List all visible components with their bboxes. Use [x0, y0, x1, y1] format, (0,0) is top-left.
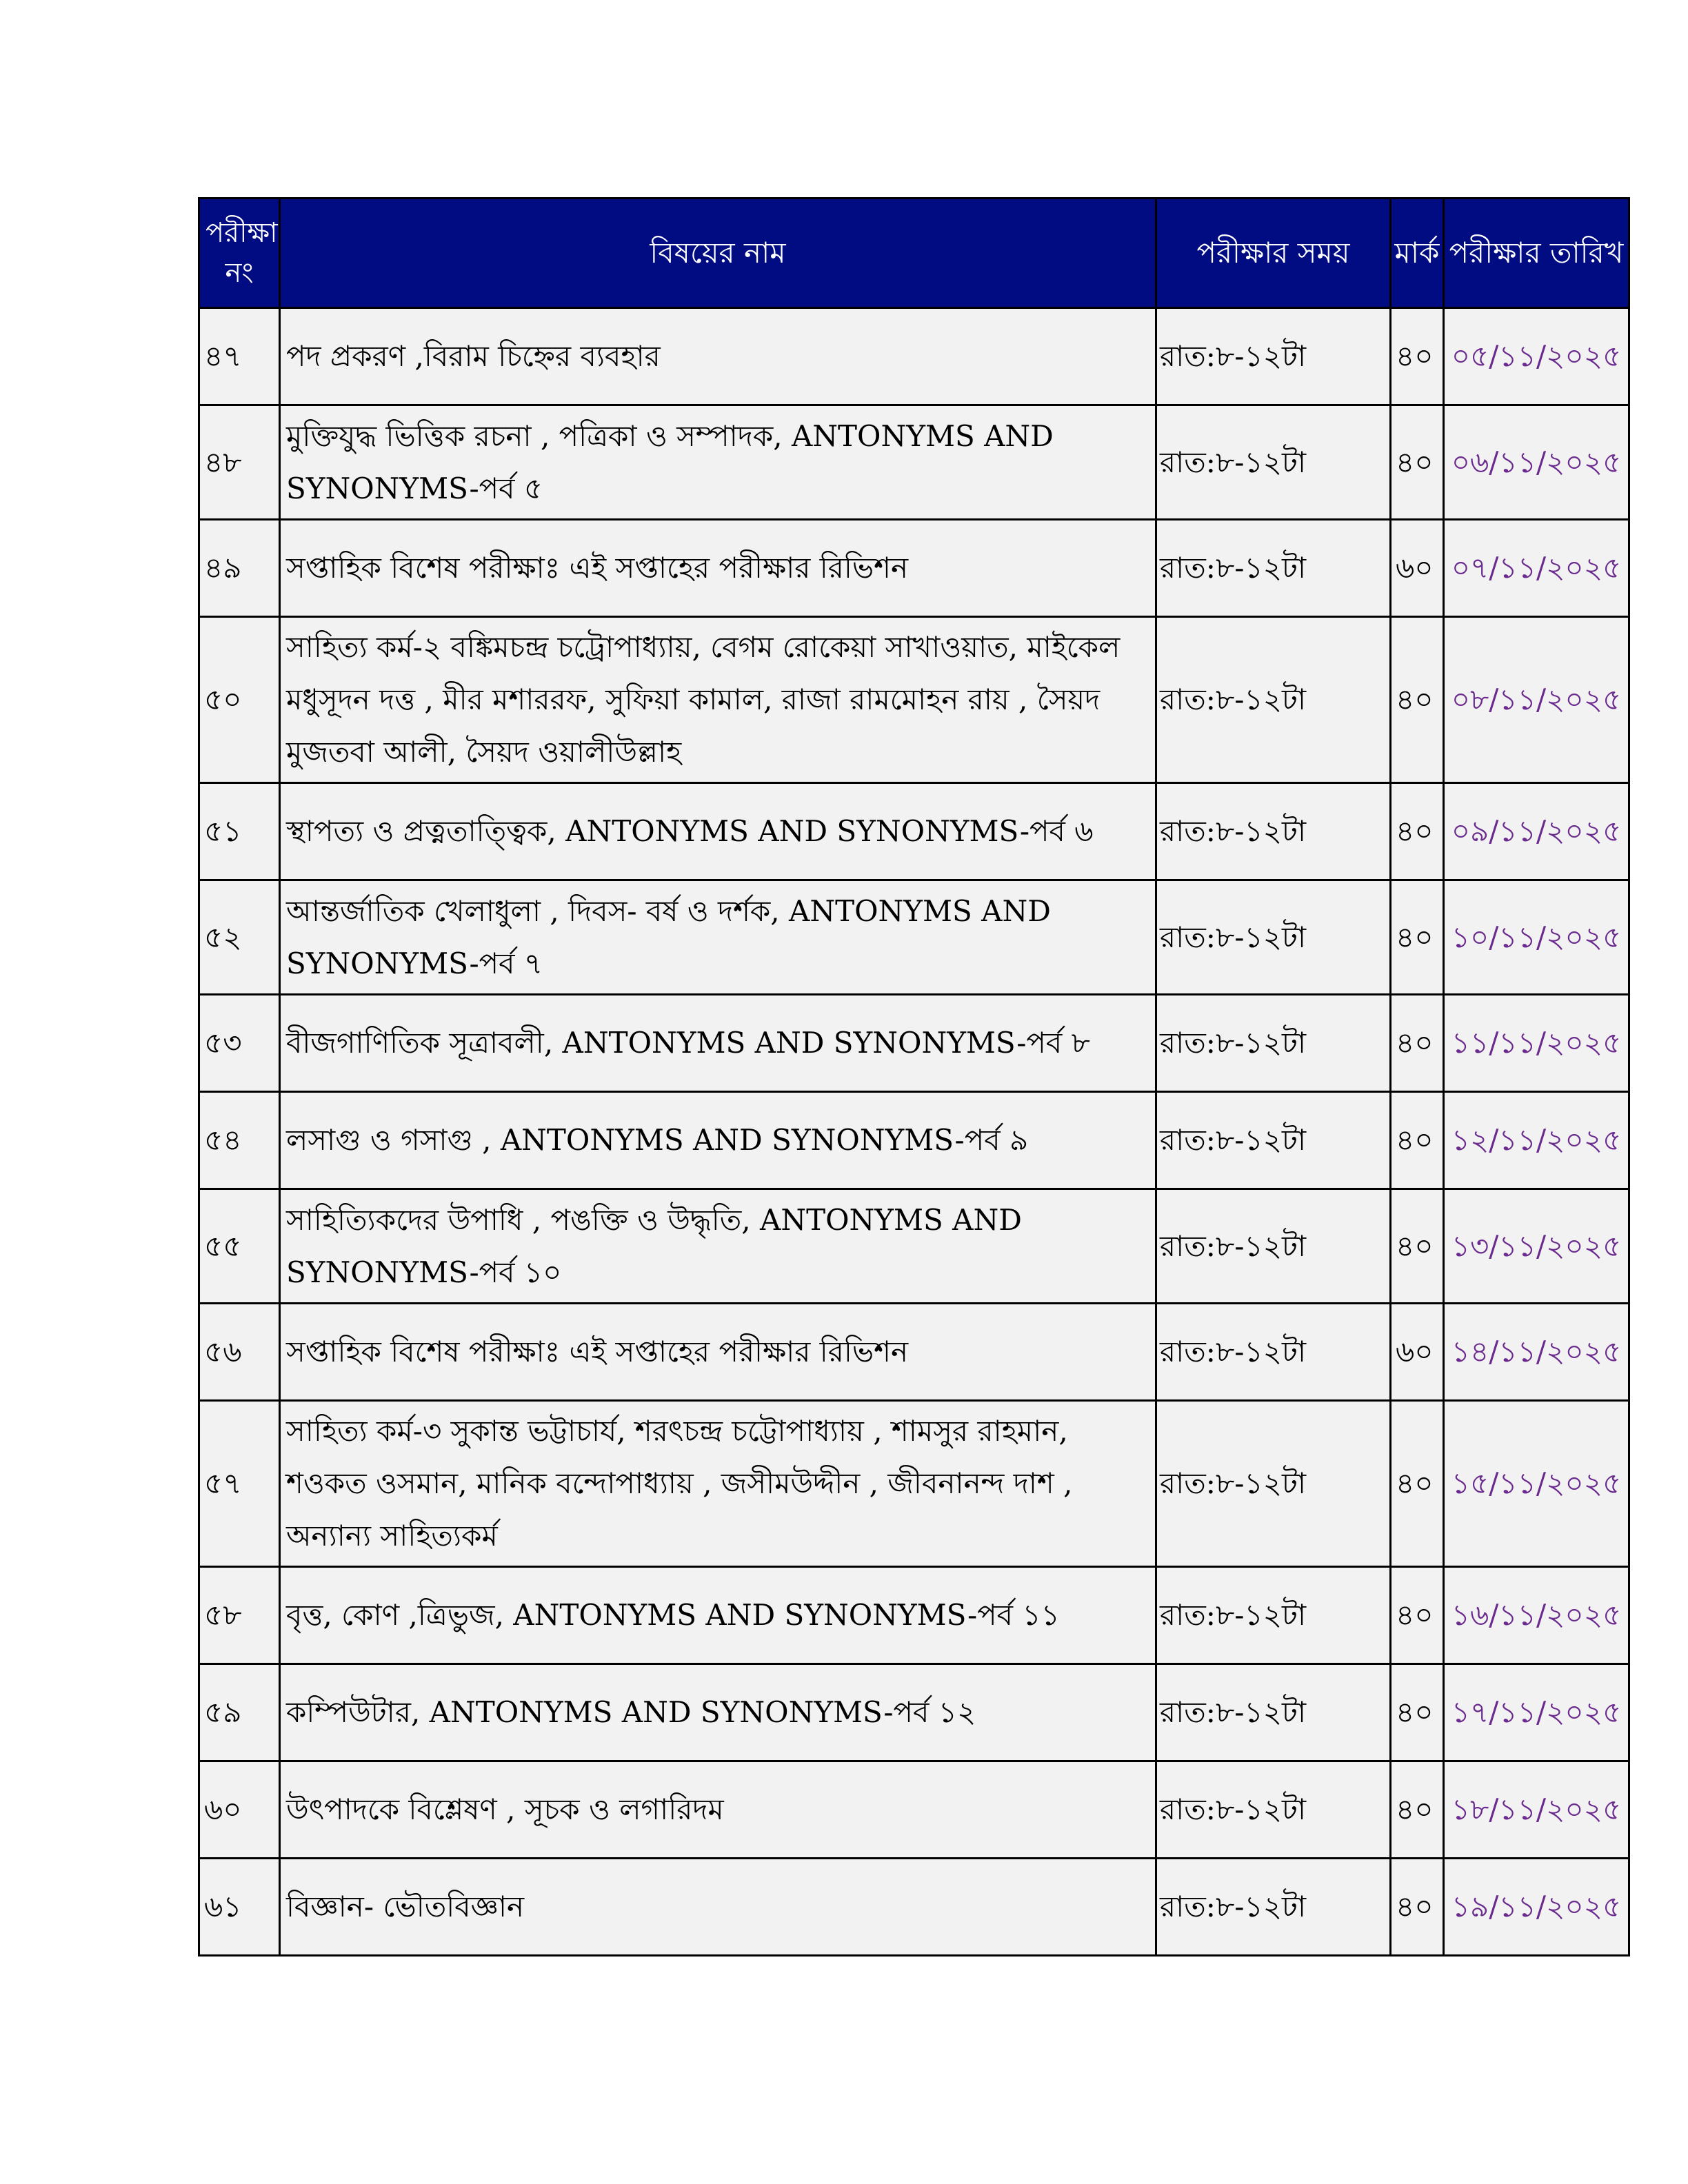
exam-no-cell: ৫৯: [199, 1664, 280, 1761]
table-row: [199, 1859, 1629, 1956]
time-cell: রাত:৮-১২টা: [1156, 617, 1391, 783]
exam-no-cell: ৫৮: [199, 1567, 280, 1664]
date-cell: ১৭/১১/২০২৫: [1444, 1664, 1629, 1761]
exam-no-cell: ৫২: [199, 880, 280, 995]
date-cell: ১৫/১১/২০২৫: [1444, 1401, 1629, 1567]
date-cell: ১৬/১১/২০২৫: [1444, 1567, 1629, 1664]
header-marks: মার্ক: [1391, 199, 1444, 308]
date-cell: ০৬/১১/২০২৫: [1444, 405, 1629, 520]
exam-no-cell: ৪৮: [199, 405, 280, 520]
table-row: [199, 1304, 1629, 1401]
date-cell: ১৯/১১/২০২৫: [1444, 1859, 1629, 1956]
date-cell: ০৭/১১/২০২৫: [1444, 520, 1629, 617]
time-cell: রাত:৮-১২টা: [1156, 1859, 1391, 1956]
exam-no-cell: ৫৫: [199, 1189, 280, 1304]
marks-cell: ৪০: [1391, 308, 1444, 405]
marks-cell: ৪০: [1391, 1567, 1444, 1664]
subject-cell: সাহিত্য কর্ম-৩ সুকান্ত ভট্টাচার্য, শরৎচন্দ্র চট্টোপাধ্যায় , শামসুর রাহমান, শওকত ওসমান, মানিক বন্দোপাধ্যায় , জসীমউদ্দীন , জীবনানন্দ দাশ , অন্যান্য সাহিত্যকর্ম: [280, 1401, 1156, 1567]
table-row: [199, 995, 1629, 1092]
table-row: [199, 520, 1629, 617]
exam-no-cell: ৬১: [199, 1859, 280, 1956]
table-row: [199, 1092, 1629, 1189]
marks-cell: ৪০: [1391, 1859, 1444, 1956]
time-cell: রাত:৮-১২টা: [1156, 405, 1391, 520]
time-cell: রাত:৮-১২টা: [1156, 1761, 1391, 1859]
time-cell: রাত:৮-১২টা: [1156, 520, 1391, 617]
exam-no-cell: ৫১: [199, 783, 280, 880]
table-row: [199, 1761, 1629, 1859]
marks-cell: ৪০: [1391, 995, 1444, 1092]
subject-cell: সাহিত্য কর্ম-২ বঙ্কিমচন্দ্র চট্রোপাধ্যায়, বেগম রোকেয়া সাখাওয়াত, মাইকেল মধুসূদন দত্ত , মীর মশাররফ, সুফিয়া কামাল, রাজা রামমোহন রায় , সৈয়দ মুজতবা আলী, সৈয়দ ওয়ালীউল্লাহ: [280, 617, 1156, 783]
table-row: [199, 1567, 1629, 1664]
date-cell: ১৪/১১/২০২৫: [1444, 1304, 1629, 1401]
header-exam-no: পরীক্ষা নং: [199, 199, 280, 308]
subject-cell: সপ্তাহিক বিশেষ পরীক্ষাঃ এই সপ্তাহের পরীক্ষার রিভিশন: [280, 520, 1156, 617]
marks-cell: ৪০: [1391, 1761, 1444, 1859]
exam-no-cell: ৫৪: [199, 1092, 280, 1189]
date-cell: ১২/১১/২০২৫: [1444, 1092, 1629, 1189]
table-row: [199, 617, 1629, 783]
subject-cell: উৎপাদকে বিশ্লেষণ , সূচক ও লগারিদম: [280, 1761, 1156, 1859]
date-cell: ১০/১১/২০২৫: [1444, 880, 1629, 995]
subject-cell: স্থাপত্য ও প্রত্নতাত্ত্বিক, ANTONYMS AND SYNONYMS-পর্ব ৬: [280, 783, 1156, 880]
header-date: পরীক্ষার তারিখ: [1444, 199, 1629, 308]
table-row: [199, 880, 1629, 995]
subject-cell: সাহিত্যিকদের উপাধি , পঙক্তি ও উদ্ধৃতি, ANTONYMS AND SYNONYMS-পর্ব ১০: [280, 1189, 1156, 1304]
exam-schedule-table: [198, 197, 1630, 1957]
marks-cell: ৪০: [1391, 1189, 1444, 1304]
time-cell: রাত:৮-১২টা: [1156, 783, 1391, 880]
time-cell: রাত:৮-১২টা: [1156, 1567, 1391, 1664]
header-subject: বিষয়ের নাম: [280, 199, 1156, 308]
marks-cell: ৪০: [1391, 880, 1444, 995]
subject-cell: আন্তর্জাতিক খেলাধুলা , দিবস- বর্ষ ও দর্শক, ANTONYMS AND SYNONYMS-পর্ব ৭: [280, 880, 1156, 995]
date-cell: ০৯/১১/২০২৫: [1444, 783, 1629, 880]
header-row: [199, 199, 1629, 308]
time-cell: রাত:৮-১২টা: [1156, 880, 1391, 995]
time-cell: রাত:৮-১২টা: [1156, 995, 1391, 1092]
time-cell: রাত:৮-১২টা: [1156, 1189, 1391, 1304]
time-cell: রাত:৮-১২টা: [1156, 1304, 1391, 1401]
subject-cell: লসাগু ও গসাগু , ANTONYMS AND SYNONYMS-পর্ব ৯: [280, 1092, 1156, 1189]
subject-cell: বিজ্ঞান- ভৌতবিজ্ঞান: [280, 1859, 1156, 1956]
exam-no-cell: ৪৭: [199, 308, 280, 405]
date-cell: ১১/১১/২০২৫: [1444, 995, 1629, 1092]
date-cell: ০৫/১১/২০২৫: [1444, 308, 1629, 405]
marks-cell: ৪০: [1391, 783, 1444, 880]
time-cell: রাত:৮-১২টা: [1156, 1664, 1391, 1761]
table-row: [199, 308, 1629, 405]
exam-no-cell: ৬০: [199, 1761, 280, 1859]
marks-cell: ৬০: [1391, 1304, 1444, 1401]
marks-cell: ৪০: [1391, 1092, 1444, 1189]
time-cell: রাত:৮-১২টা: [1156, 308, 1391, 405]
table-row: [199, 1664, 1629, 1761]
exam-no-cell: ৫৭: [199, 1401, 280, 1567]
time-cell: রাত:৮-১২টা: [1156, 1092, 1391, 1189]
date-cell: ০৮/১১/২০২৫: [1444, 617, 1629, 783]
marks-cell: ৬০: [1391, 520, 1444, 617]
exam-no-cell: ৫০: [199, 617, 280, 783]
table-row: [199, 783, 1629, 880]
table-row: [199, 1401, 1629, 1567]
exam-no-cell: ৫৬: [199, 1304, 280, 1401]
marks-cell: ৪০: [1391, 405, 1444, 520]
marks-cell: ৪০: [1391, 617, 1444, 783]
table-row: [199, 405, 1629, 520]
subject-cell: বীজগাণিতিক সূত্রাবলী, ANTONYMS AND SYNONYMS-পর্ব ৮: [280, 995, 1156, 1092]
time-cell: রাত:৮-১২টা: [1156, 1401, 1391, 1567]
date-cell: ১৮/১১/২০২৫: [1444, 1761, 1629, 1859]
exam-no-cell: ৪৯: [199, 520, 280, 617]
table-body: [199, 308, 1629, 1956]
marks-cell: ৪০: [1391, 1664, 1444, 1761]
date-cell: ১৩/১১/২০২৫: [1444, 1189, 1629, 1304]
subject-cell: মুক্তিযুদ্ধ ভিত্তিক রচনা , পত্রিকা ও সম্পাদক, ANTONYMS AND SYNONYMS-পর্ব ৫: [280, 405, 1156, 520]
subject-cell: বৃত্ত, কোণ ,ত্রিভুজ, ANTONYMS AND SYNONYMS-পর্ব ১১: [280, 1567, 1156, 1664]
exam-no-cell: ৫৩: [199, 995, 280, 1092]
marks-cell: ৪০: [1391, 1401, 1444, 1567]
header-time: পরীক্ষার সময়: [1156, 199, 1391, 308]
table-row: [199, 1189, 1629, 1304]
subject-cell: সপ্তাহিক বিশেষ পরীক্ষাঃ এই সপ্তাহের পরীক্ষার রিভিশন: [280, 1304, 1156, 1401]
table-header: [199, 199, 1629, 308]
subject-cell: পদ প্রকরণ ,বিরাম চিহ্নের ব্যবহার: [280, 308, 1156, 405]
subject-cell: কম্পিউটার, ANTONYMS AND SYNONYMS-পর্ব ১২: [280, 1664, 1156, 1761]
